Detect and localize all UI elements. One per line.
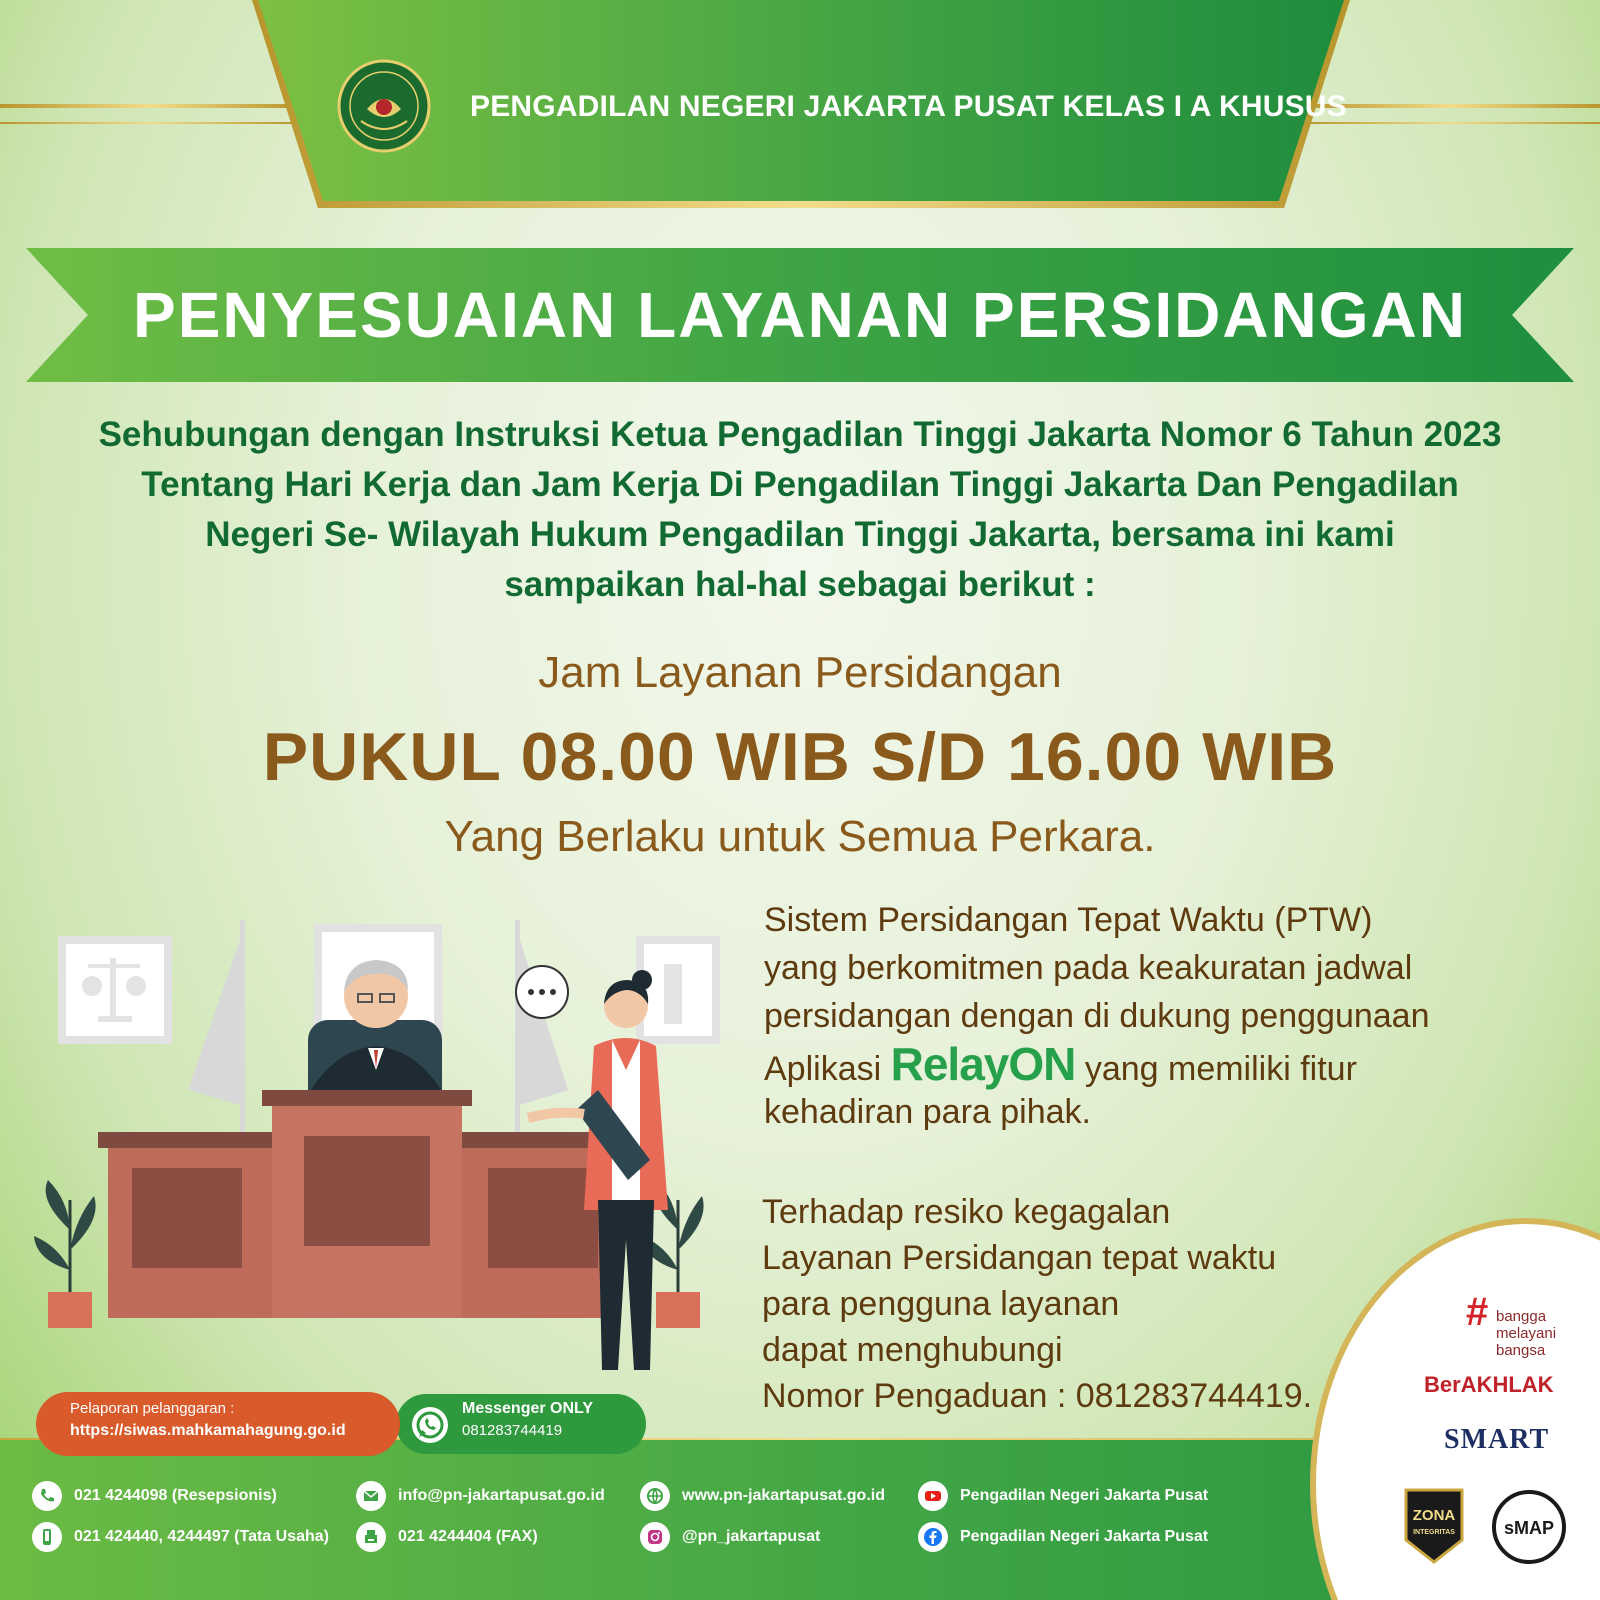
ptw-aplikasi: Aplikasi	[764, 1050, 882, 1088]
complaint-line: Layanan Persidangan tepat waktu	[762, 1239, 1277, 1277]
ptw-line-1: Sistem Persidangan Tepat Waktu (PTW)	[764, 901, 1373, 939]
reporting-pill[interactable]	[36, 1392, 400, 1456]
bangga-melayani-bangsa-logo	[1466, 1290, 1557, 1359]
hours-note: Yang Berlaku untuk Semua Perkara.	[444, 812, 1156, 861]
smap-text: sMAP	[1503, 1518, 1555, 1538]
hashtag-icon: #	[1466, 1290, 1489, 1334]
fax-icon	[356, 1522, 386, 1552]
integritas-text: INTEGRITAS	[1413, 1529, 1455, 1536]
hours-label: Jam Layanan Persidangan	[538, 648, 1062, 697]
court-name: PENGADILAN NEGERI JAKARTA PUSAT KELAS I A KHUSUS	[470, 90, 1347, 123]
intro-line: Tentang Hari Kerja dan Jam Kerja Di Pengadilan Tinggi Jakarta Dan Pengadilan	[141, 465, 1459, 504]
complaint-line: para pengguna layanan	[762, 1285, 1120, 1323]
footer-instagram[interactable]	[640, 1522, 820, 1552]
footer-website[interactable]	[640, 1481, 885, 1511]
footer-facebook[interactable]	[918, 1522, 1208, 1552]
facebook-icon	[918, 1522, 948, 1552]
mobile-phone-icon	[32, 1522, 62, 1552]
email-text: info@pn-jakartapusat.go.id	[398, 1487, 605, 1504]
zona-text: ZONA	[1412, 1507, 1456, 1524]
complaint-line: dapat menghubungi	[762, 1331, 1063, 1369]
melayani-word: melayani	[1496, 1325, 1557, 1342]
instagram-icon	[640, 1522, 670, 1552]
bangga-word: bangga	[1496, 1308, 1547, 1325]
globe-icon	[640, 1481, 670, 1511]
berakhlak-logo: BerAKHLAK	[1424, 1372, 1554, 1397]
intro-line: Negeri Se- Wilayah Hukum Pengadilan Tinggi Jakarta, bersama ini kami	[205, 515, 1395, 554]
fax-text: 021 4244404 (FAX)	[398, 1528, 538, 1545]
whatsapp-icon	[410, 1405, 450, 1445]
phone-reception-text: 021 4244098 (Resepsionis)	[74, 1487, 277, 1504]
zona-integritas-badge	[1402, 1486, 1466, 1566]
footer-phone-reception[interactable]	[32, 1481, 277, 1511]
bangsa-word: bangsa	[1496, 1342, 1546, 1359]
intro-line: Sehubungan dengan Instruksi Ketua Pengadilan Tinggi Jakarta Nomor 6 Tahun 2023	[98, 415, 1502, 454]
website-text: www.pn-jakartapusat.go.id	[682, 1487, 885, 1504]
youtube-icon	[918, 1481, 948, 1511]
gold-line-left	[0, 104, 300, 108]
footer-fax[interactable]	[356, 1522, 538, 1552]
phone-admin-text: 021 424440, 4244497 (Tata Usaha)	[74, 1528, 329, 1545]
complaint-number: Nomor Pengaduan : 081283744419.	[762, 1377, 1313, 1415]
facebook-text: Pengadilan Negeri Jakarta Pusat	[960, 1528, 1209, 1545]
email-icon	[356, 1481, 386, 1511]
courtroom-illustration	[28, 900, 748, 1390]
whatsapp-number: 081283744419	[462, 1422, 563, 1439]
ptw-fitur: yang memiliki fitur	[1084, 1050, 1357, 1088]
page-title: PENYESUAIAN LAYANAN PERSIDANGAN	[133, 279, 1467, 351]
youtube-text: Pengadilan Negeri Jakarta Pusat	[960, 1487, 1209, 1504]
smap-badge	[1490, 1488, 1568, 1566]
intro-paragraph	[40, 410, 1560, 610]
smart-logo: SMART	[1444, 1424, 1550, 1455]
footer-youtube[interactable]	[918, 1481, 1208, 1511]
court-seal-logo	[337, 59, 431, 153]
reporting-url[interactable]: https://siwas.mahkamahagung.go.id	[70, 1422, 346, 1439]
intro-line: sampaikan hal-hal sebagai berikut :	[504, 565, 1096, 604]
gold-line-left-thin	[0, 122, 300, 124]
footer-phone-admin[interactable]	[32, 1522, 329, 1552]
ptw-line-5: kehadiran para pihak.	[764, 1093, 1092, 1131]
instagram-text: @pn_jakartapusat	[682, 1528, 821, 1545]
footer-email[interactable]	[356, 1481, 605, 1511]
phone-icon	[32, 1481, 62, 1511]
ptw-line-2: yang berkomitmen pada keakuratan jadwal	[764, 949, 1413, 987]
ptw-line-3: persidangan dengan di dukung penggunaan	[764, 997, 1430, 1035]
hours-time: PUKUL 08.00 WIB S/D 16.00 WIB	[262, 719, 1338, 795]
complaint-line: Terhadap resiko kegagalan	[762, 1193, 1171, 1231]
ptw-line-4	[764, 1040, 1357, 1093]
whatsapp-label: Messenger ONLY	[462, 1400, 594, 1417]
relayon-logo: RelayON	[890, 1038, 1076, 1090]
reporting-label: Pelaporan pelanggaran :	[70, 1400, 235, 1417]
